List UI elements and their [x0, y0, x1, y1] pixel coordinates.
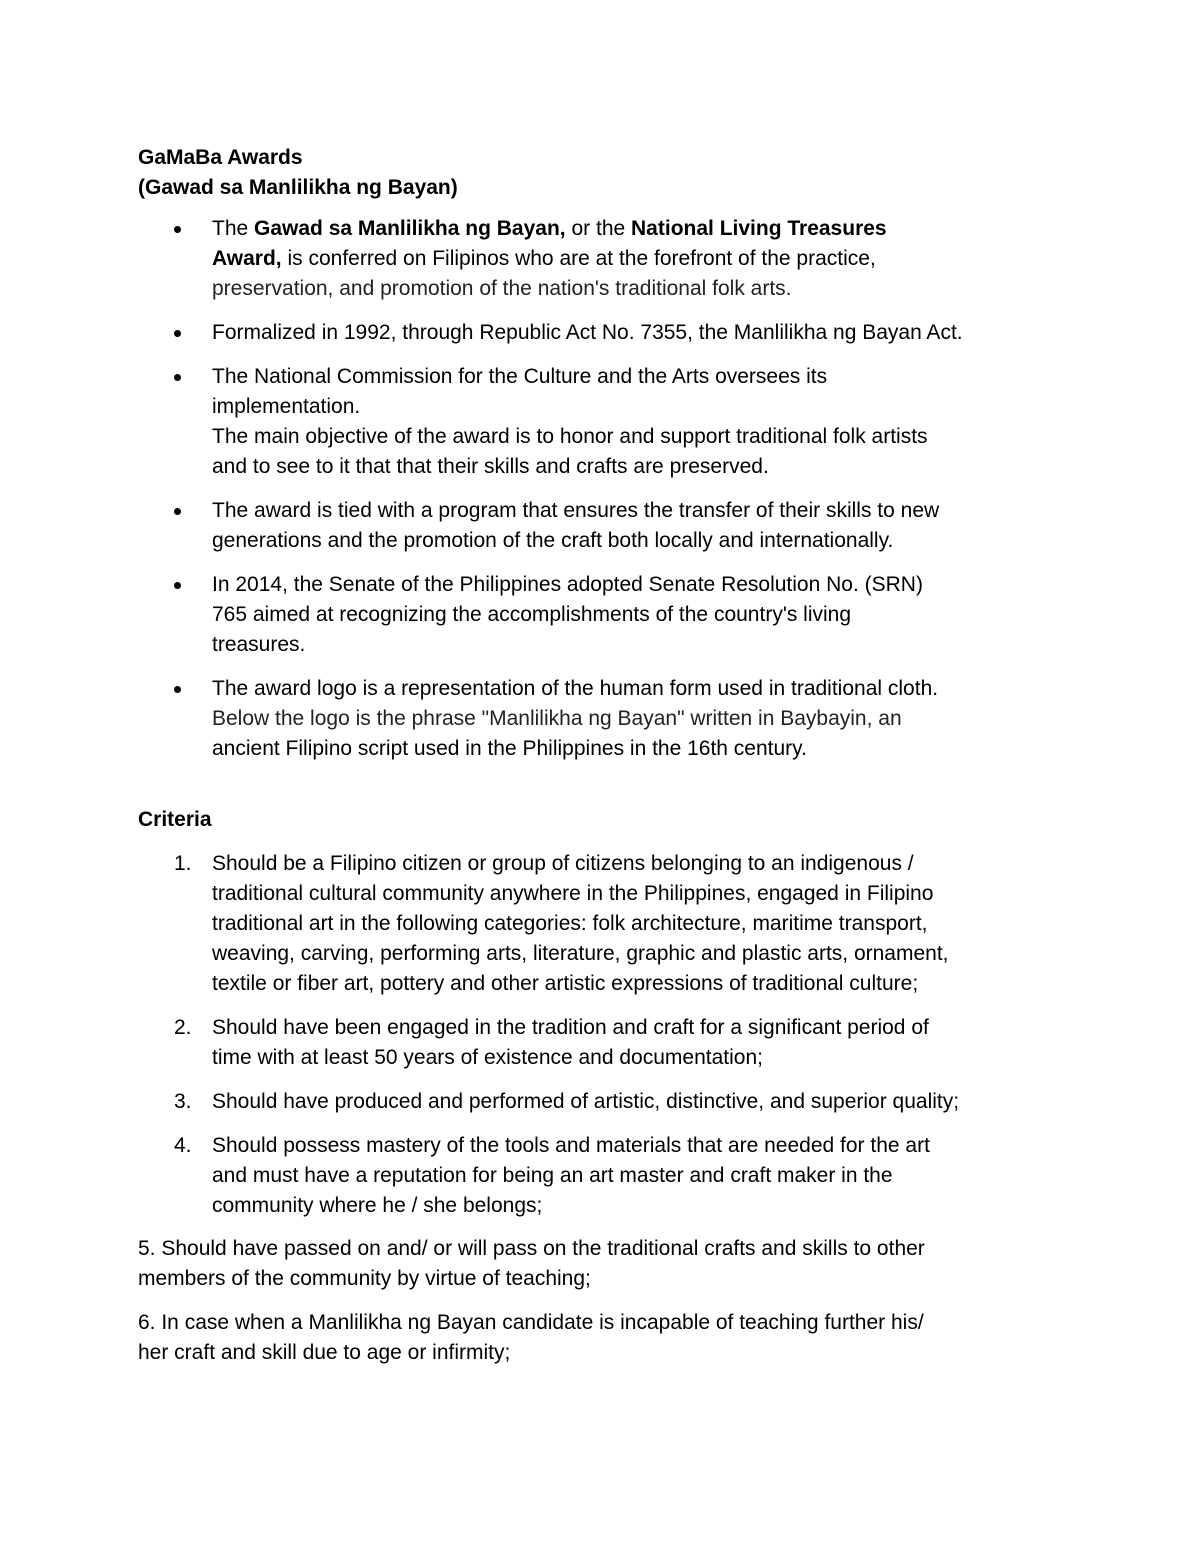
criteria-item: [138, 849, 1078, 999]
bullet-item: [138, 674, 1078, 764]
criteria-line: 5. Should have passed on and/ or will pass on the traditional crafts and skills to other: [138, 1237, 925, 1260]
bullet-line: implementation.: [212, 395, 361, 418]
bullet-dot-icon: [174, 582, 181, 589]
bullet-dot-icon: [174, 330, 181, 337]
criteria-item: [138, 1087, 1078, 1117]
criteria-line: community where he / she belongs;: [212, 1194, 543, 1217]
criteria-line: her craft and skill due to age or infirmity;: [138, 1341, 511, 1364]
criteria-heading: Criteria: [138, 808, 212, 831]
criteria-line: and must have a reputation for being an art master and craft maker in the: [212, 1164, 893, 1187]
criteria-item: [138, 1013, 1078, 1073]
bullet-line: The award is tied with a program that ensures the transfer of their skills to new: [212, 499, 940, 522]
bullet-line: ancient Filipino script used in the Philippines in the 16th century.: [212, 737, 807, 760]
bullet-line: 765 aimed at recognizing the accomplishments of the country's living: [212, 603, 852, 626]
bullet-list: [138, 214, 1078, 778]
document-title: [138, 143, 458, 203]
criteria-line: Should be a Filipino citizen or group of citizens belonging to an indigenous /: [212, 852, 914, 875]
bullet-dot-icon: [174, 374, 181, 381]
bullet-line: Formalized in 1992, through Republic Act No. 7355, the Manlilikha ng Bayan Act.: [212, 321, 963, 344]
criteria-item-5: [138, 1234, 1078, 1294]
title-line-2: (Gawad sa Manlilikha ng Bayan): [138, 176, 458, 199]
criteria-line: traditional art in the following categories: folk architecture, maritime transport,: [212, 912, 928, 935]
bullet-item: [138, 570, 1078, 660]
title-line-1: GaMaBa Awards: [138, 146, 303, 169]
criteria-list: [138, 849, 1078, 1235]
criteria-item-6: [138, 1308, 1078, 1368]
bullet-dot-icon: [174, 508, 181, 515]
bullet-line: treasures.: [212, 633, 306, 656]
criteria-number: 1.: [174, 852, 192, 875]
criteria-number: 4.: [174, 1134, 192, 1157]
criteria-line: 6. In case when a Manlilikha ng Bayan candidate is incapable of teaching further his/: [138, 1311, 924, 1334]
criteria-line: textile or fiber art, pottery and other artistic expressions of traditional culture;: [212, 972, 919, 995]
bullet-line: In 2014, the Senate of the Philippines adopted Senate Resolution No. (SRN): [212, 573, 923, 596]
bullet-line: generations and the promotion of the craft both locally and internationally.: [212, 529, 894, 552]
bullet-dot-icon: [174, 686, 181, 693]
criteria-line: Should have produced and performed of artistic, distinctive, and superior quality;: [212, 1090, 960, 1113]
criteria-line: time with at least 50 years of existence and documentation;: [212, 1046, 763, 1069]
criteria-line: weaving, carving, performing arts, literature, graphic and plastic arts, ornament,: [212, 942, 949, 965]
criteria-line: Should possess mastery of the tools and materials that are needed for the art: [212, 1134, 930, 1157]
criteria-number: 2.: [174, 1016, 192, 1039]
bullet-line: Award, is conferred on Filipinos who are at the forefront of the practice,: [212, 247, 876, 270]
bullet-line: preservation, and promotion of the nation's traditional folk arts.: [212, 277, 792, 300]
criteria-number: 3.: [174, 1090, 192, 1113]
bullet-line: Below the logo is the phrase "Manlilikha ng Bayan" written in Baybayin, an: [212, 707, 902, 730]
bullet-line: The Gawad sa Manlilikha ng Bayan, or the National Living Treasures: [212, 217, 887, 240]
criteria-line: Should have been engaged in the tradition and craft for a significant period of: [212, 1016, 929, 1039]
bullet-line: The National Commission for the Culture and the Arts oversees its: [212, 365, 828, 388]
criteria-line: members of the community by virtue of teaching;: [138, 1267, 591, 1290]
criteria-line: traditional cultural community anywhere in the Philippines, engaged in Filipino: [212, 882, 934, 905]
bullet-item: [138, 318, 1078, 348]
criteria-item: [138, 1131, 1078, 1221]
bullet-line: and to see to it that that their skills and crafts are preserved.: [212, 455, 769, 478]
bullet-line: The award logo is a representation of the human form used in traditional cloth.: [212, 677, 939, 700]
bullet-item: [138, 214, 1078, 304]
bullet-dot-icon: [174, 226, 181, 233]
bullet-item: [138, 362, 1078, 482]
bullet-item: [138, 496, 1078, 556]
bullet-line: The main objective of the award is to honor and support traditional folk artists: [212, 425, 928, 448]
